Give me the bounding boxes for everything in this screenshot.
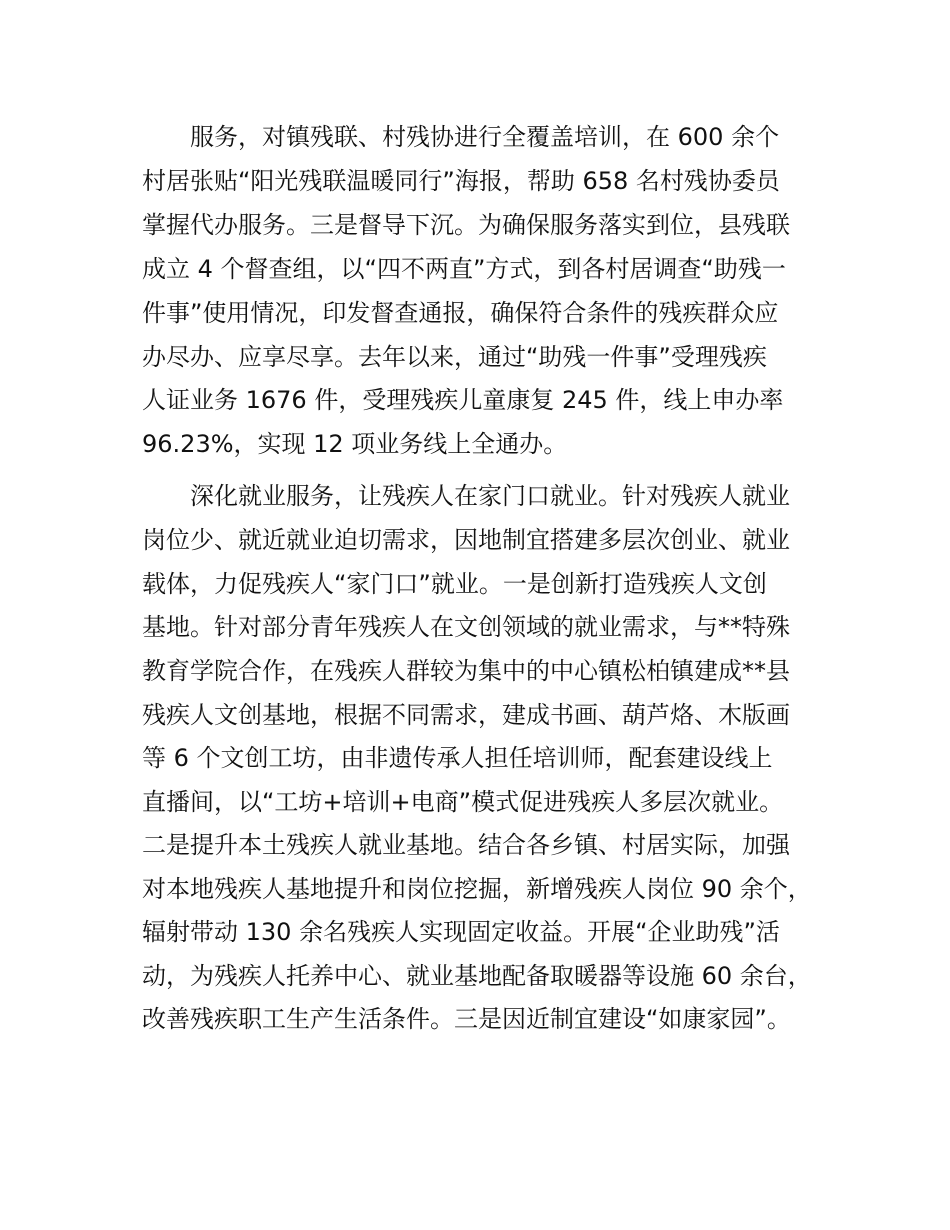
paragraph-2-line-3: 载体，力促残疾人“家门口”就业。一是创新打造残疾人文创 — [142, 570, 767, 598]
paragraph-2-line-10: 对本地残疾人基地提升和岗位挖掘，新增残疾人岗位 90 余个， — [142, 875, 812, 903]
paragraph-1-line-3: 掌握代办服务。三是督导下沉。为确保服务落实到位，县残联 — [142, 211, 790, 239]
paragraph-2-line-1: 深化就业服务，让残疾人在家门口就业。针对残疾人就业 — [190, 482, 790, 510]
paragraph-1-line-2: 村居张贴“阳光残联温暖同行”海报，帮助 658 名村残协委员 — [142, 167, 780, 195]
paragraph-2-line-8: 直播间，以“工坊+培训+电商”模式促进残疾人多层次就业。 — [142, 788, 784, 816]
paragraph-1-line-5: 件事”使用情况，印发督查通报，确保符合条件的残疾群众应 — [142, 299, 779, 327]
paragraph-2-line-13: 改善残疾职工生产生活条件。三是因近制宜建设“如康家园”。 — [142, 1005, 791, 1033]
paragraph-2-line-11: 辐射带动 130 余名残疾人实现固定收益。开展“企业助残”活 — [142, 918, 780, 946]
paragraph-1-line-1: 服务，对镇残联、村残协进行全覆盖培训，在 600 余个 — [190, 123, 780, 151]
paragraph-2-line-7: 等 6 个文创工坊，由非遗传承人担任培训师，配套建设线上 — [142, 744, 773, 772]
paragraph-1-line-6: 办尽办、应享尽享。去年以来，通过“助残一件事”受理残疾 — [142, 343, 767, 371]
paragraph-2-line-5: 教育学院合作，在残疾人群较为集中的中心镇松柏镇建成**县 — [142, 657, 790, 685]
paragraph-2-line-2: 岗位少、就近就业迫切需求，因地制宜搭建多层次创业、就业 — [142, 526, 790, 554]
paragraph-1-line-7: 人证业务 1676 件，受理残疾儿童康复 245 件，线上申办率 — [142, 386, 784, 414]
paragraph-2-line-12: 动，为残疾人托养中心、就业基地配备取暖器等设施 60 余台， — [142, 962, 812, 990]
paragraph-2-line-4: 基地。针对部分青年残疾人在文创领域的就业需求，与**特殊 — [142, 613, 790, 641]
paragraph-2-line-9: 二是提升本土残疾人就业基地。结合各乡镇、村居实际，加强 — [142, 831, 790, 859]
paragraph-1-line-4: 成立 4 个督查组，以“四不两直”方式，到各村居调查“助残一 — [142, 255, 786, 283]
paragraph-1-line-8: 96.23%，实现 12 项业务线上全通办。 — [142, 430, 568, 458]
paragraph-2-line-6: 残疾人文创基地，根据不同需求，建成书画、葫芦烙、木版画 — [142, 701, 790, 729]
